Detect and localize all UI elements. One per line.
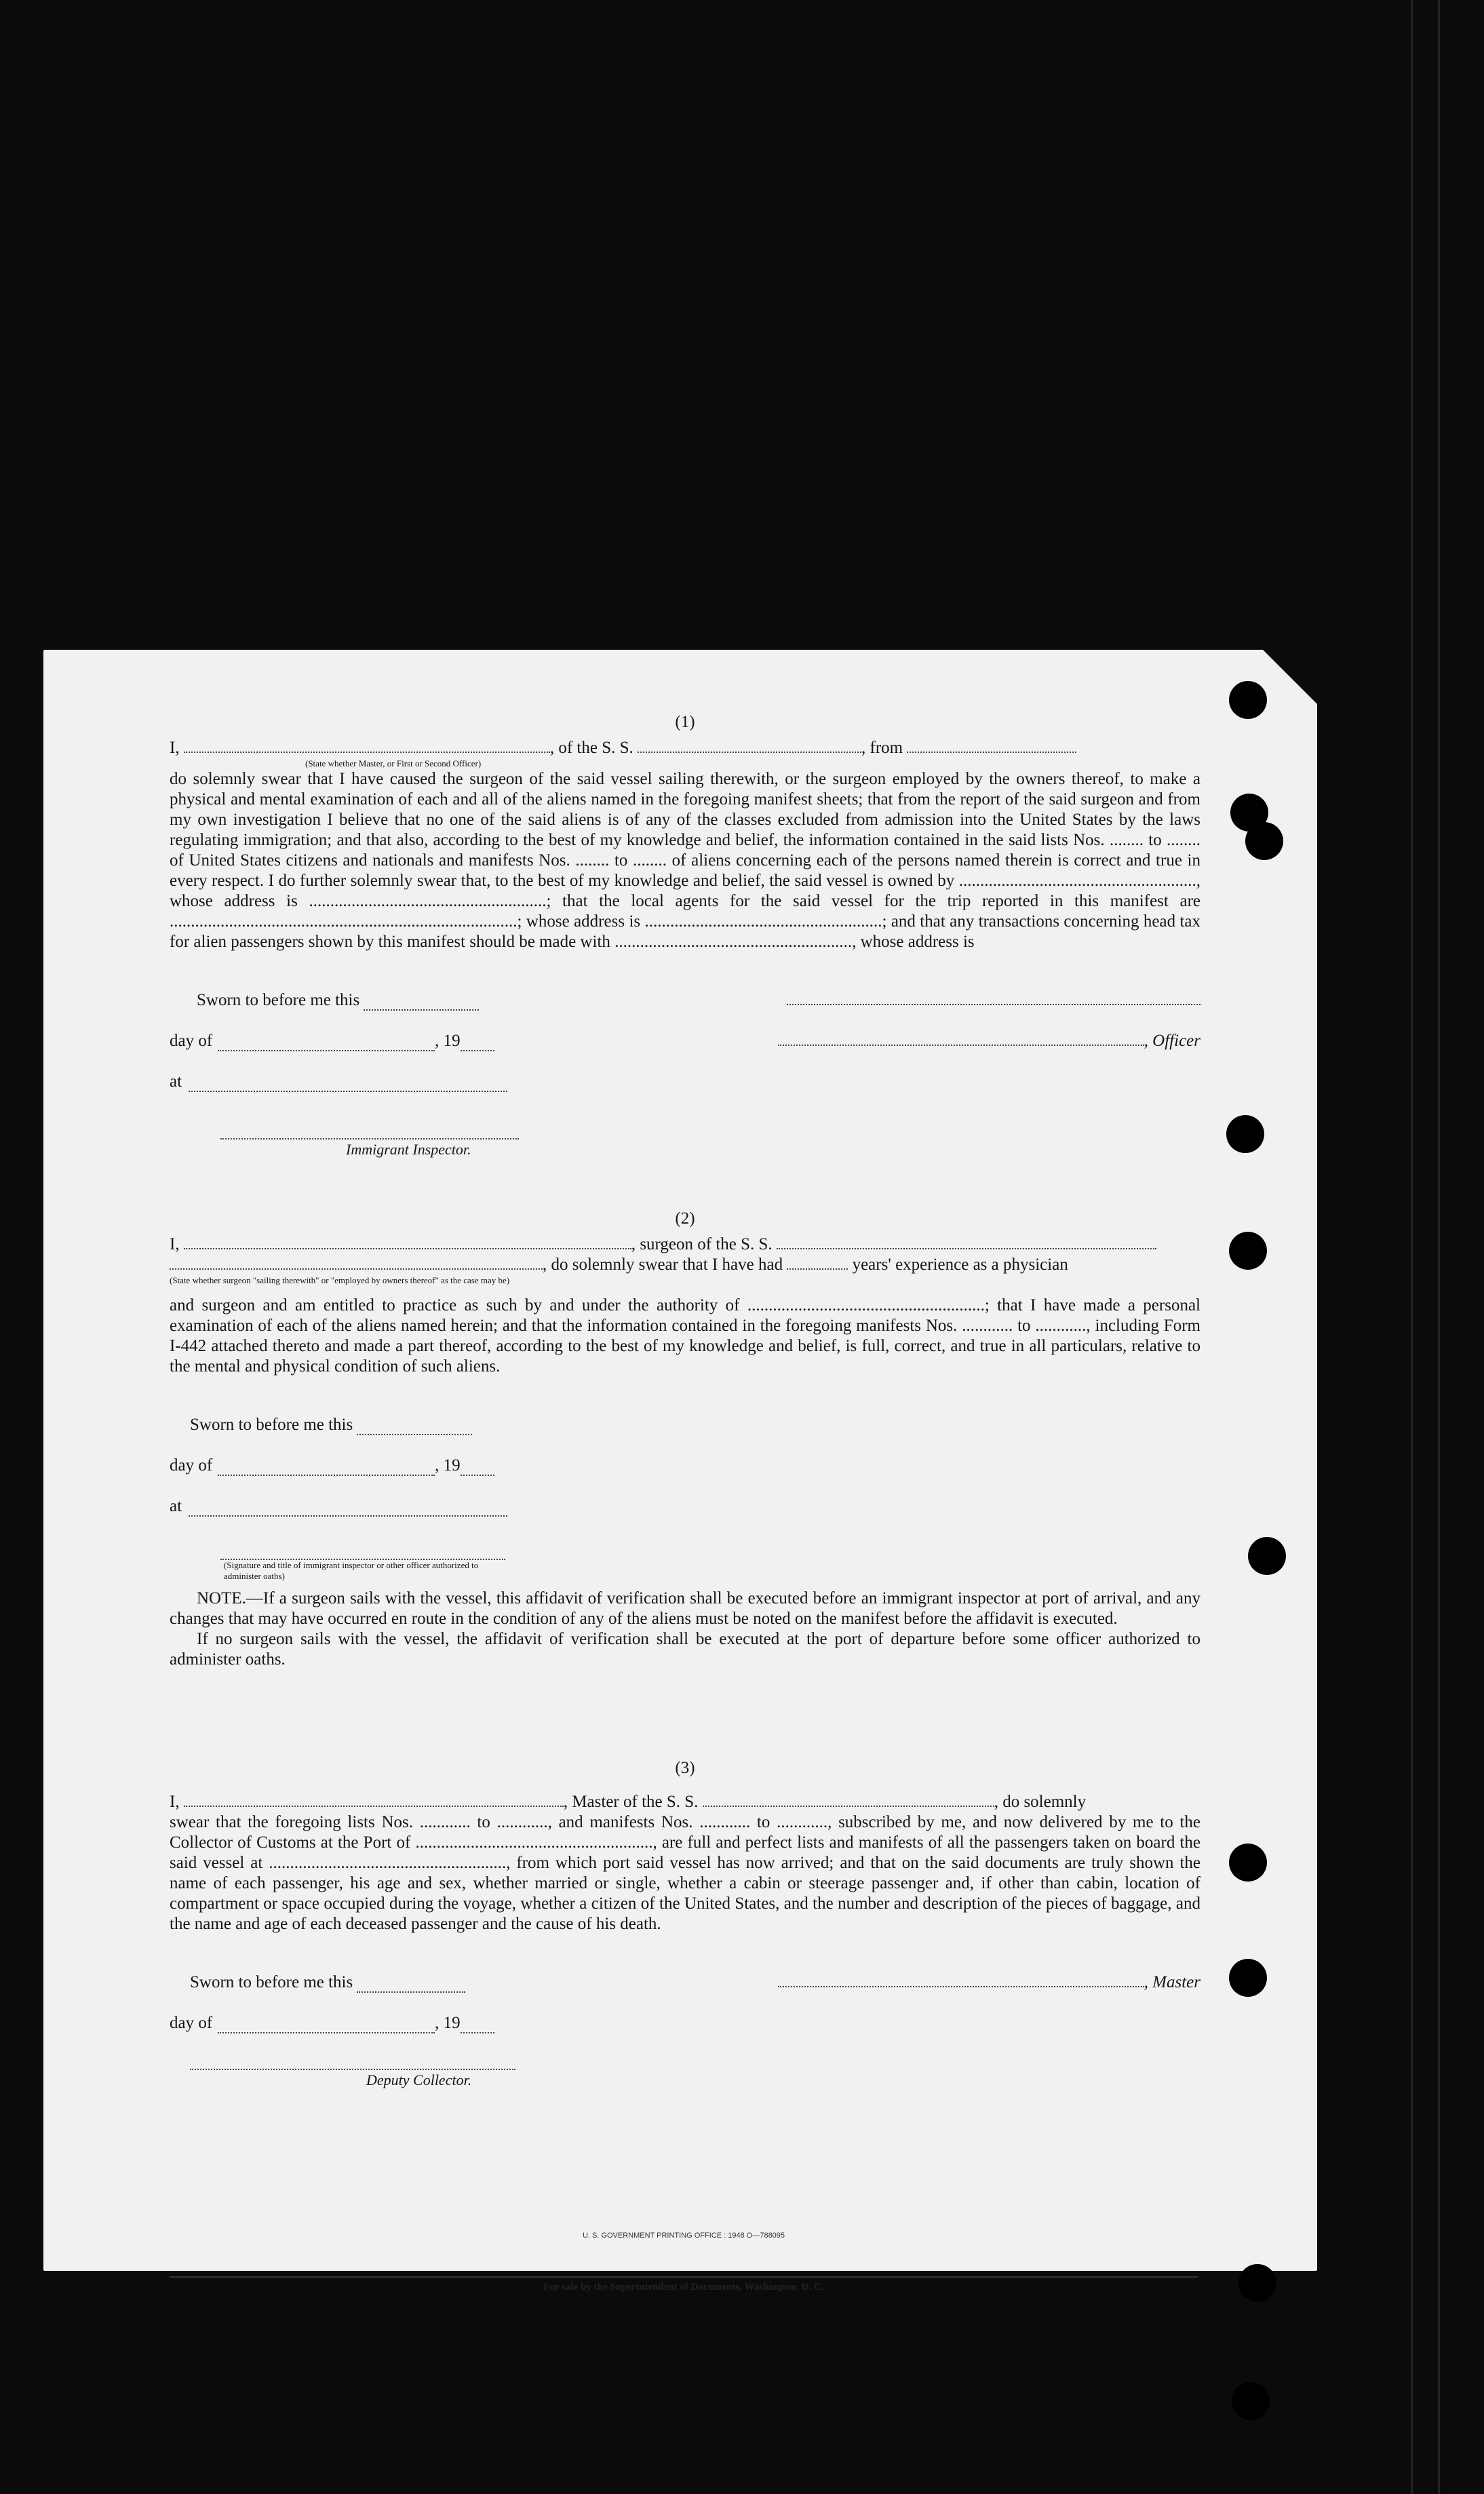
inspector-label: Immigrant Inspector. (346, 1141, 471, 1158)
section-2-line-end: , surgeon of the S. S. (631, 1235, 773, 1253)
day-of-label: day of (170, 2014, 213, 2032)
printing-office-line: U. S. GOVERNMENT PRINTING OFFICE : 1948 O—788095 (582, 2232, 785, 2240)
collector-signature-line[interactable] (190, 2057, 515, 2070)
section-1-jurat (170, 970, 1200, 1160)
sworn-date-field[interactable] (364, 997, 479, 1011)
binder-hole (1245, 822, 1283, 860)
sworn-date-field[interactable] (357, 1979, 465, 1993)
section-2-line-2 (170, 1255, 1200, 1275)
at-label: at (170, 1497, 182, 1515)
section-2-line-1 (170, 1234, 1200, 1255)
day-field[interactable] (218, 2020, 435, 2033)
day-of-label: day of (170, 1456, 213, 1475)
at-field[interactable] (189, 1503, 507, 1517)
note-paragraph-2: If no surgeon sails with the vessel, the affidavit of verification shall be executed at the port of departure before some officer authorized to administer oaths. (170, 1630, 1200, 1669)
page-corner-cut (1263, 650, 1317, 704)
sworn-label: Sworn to before me this (190, 1973, 353, 1991)
sworn-label: Sworn to before me this (190, 1416, 353, 1434)
inspector-signature-line[interactable] (220, 1126, 519, 1139)
section-3-jurat (170, 1952, 1200, 2090)
section-1-line-mid: , of the S. S. (549, 739, 633, 757)
year-field[interactable] (461, 1038, 494, 1051)
section-2-number: (2) (675, 1209, 695, 1228)
section-1-line-1 (170, 738, 1200, 758)
section-2-line-start: I, (170, 1235, 180, 1253)
section-2-line-end: years' experience as a physician (852, 1255, 1068, 1274)
blank-field[interactable] (184, 739, 550, 753)
at-label: at (170, 1072, 182, 1091)
note-label: NOTE. (197, 1589, 246, 1608)
note-text: —If a surgeon sails with the vessel, this affidavit of verification shall be executed before an immigrant inspector at port of arrival, and any changes that may have occurred en route in the condition of any of the aliens must be noted on the manifest before the affidavit is executed. (170, 1589, 1200, 1628)
section-3-body: swear that the foregoing lists Nos. ............ to ............, and manifests Nos. ............ to ............, subscribed by me, and now delivered by me to the Collector of Customs at the Port of ........................................................, are full and perfect lists and manifests of all the passengers taken on board the said vessel at ........................................................, from which port said vessel has now arrived; and that on the said documents are truly shown the name of each passenger, his age and sex, whether married or single, whether a cabin or steerage passenger and, if other than cabin, location of compartment or space occupied during the voyage, whether a citizen of the United States, and the number and description of the pieces of baggage, and the name and age of each deceased passenger and the cause of his death. (170, 1813, 1200, 1933)
blank-field[interactable] (184, 1236, 631, 1249)
binder-hole (1232, 2382, 1270, 2420)
blank-field[interactable] (638, 739, 861, 753)
section-2-note: (State whether surgeon "sailing therewith" or "employed by owners thereof" as the case may be) (170, 1275, 510, 1285)
blank-field[interactable] (777, 1236, 1156, 1249)
master-label: , Master (1144, 1973, 1200, 1991)
affidavit-content (170, 705, 1200, 2090)
years-field[interactable] (787, 1256, 848, 1270)
section-3-line-start: I, (170, 1793, 180, 1811)
year-label: , 19 (435, 2014, 461, 2032)
binder-hole (1229, 1959, 1267, 1997)
master-signature-line[interactable] (778, 1972, 1144, 1987)
section-1-line-end: , from (861, 739, 903, 757)
signature-line[interactable] (787, 990, 1200, 1005)
blank-field[interactable] (184, 1793, 564, 1807)
section-2-line-mid: , do solemnly swear that I have had (543, 1255, 783, 1274)
day-field[interactable] (218, 1038, 435, 1051)
at-field[interactable] (189, 1078, 507, 1092)
sworn-date-field[interactable] (357, 1422, 472, 1435)
scan-streak (1438, 0, 1440, 2494)
section-1-body: do solemnly swear that I have caused the surgeon of the said vessel sailing therewith, or the surgeon employed by the owners thereof, to make a physical and mental examination of each and all of the aliens named in the foregoing manifest sheets; that from the report of the said surgeon and from my own investigation I believe that no one of the said aliens is of any of the classes excluded from admission into the United States by the laws regulating immigration; and that also, according to the best of my knowledge and belief, the information contained in the said lists Nos. ........ to ........ of United States citizens and nationals and manifests Nos. ........ to ........ of aliens concerning each of the persons named therein is correct and true in every respect. I do further solemnly swear that, to the best of my knowledge and belief, the said vessel is owned by ........................................................, whose address is ........................................................; that the local agents for the said vessel for the trip reported in this manifest are ..................................................................................; whose address is ........................................................; and that any transactions concerning head tax for alien passengers shown by this manifest should be made with ........................................................, whose address is (170, 770, 1200, 951)
day-of-label: day of (170, 1032, 213, 1050)
section-3-number: (3) (675, 1759, 695, 1777)
signature-note: (Signature and title of immigrant inspector or other officer authorized to administer oaths) (224, 1560, 479, 1581)
section-1-note: (State whether Master, or First or Second Officer) (305, 758, 482, 768)
section-3-line-1 (170, 1792, 1200, 1812)
note-paragraph (170, 1589, 1200, 1629)
binder-hole (1238, 2264, 1276, 2302)
blank-field[interactable] (170, 1256, 543, 1270)
binder-hole (1229, 1844, 1267, 1882)
day-field[interactable] (218, 1462, 435, 1476)
blank-field[interactable] (703, 1793, 994, 1807)
section-2-body: and surgeon and am entitled to practice as such by and under the authority of ........................................................; that I have made a personal examination of each of the aliens named herein; and that the information contained in the foregoing manifests Nos. ............ to ............, including Form I-442 attached thereto and made a part thereof, according to the best of my knowledge and belief, is full, correct, and true in all particulars, relative to the mental and physical condition of such aliens. (170, 1296, 1200, 1376)
section-3-line-mid: , Master of the S. S. (563, 1793, 699, 1811)
year-field[interactable] (461, 1462, 494, 1476)
section-1-line-start: I, (170, 739, 180, 757)
binder-hole (1248, 1537, 1286, 1575)
blank-field[interactable] (907, 739, 1076, 753)
section-1-number: (1) (675, 713, 695, 731)
year-label: , 19 (435, 1032, 461, 1050)
section-3-line-end: , do solemnly (994, 1793, 1087, 1811)
footer-divider (170, 2276, 1198, 2278)
scan-streak (1411, 0, 1413, 2494)
binder-hole (1229, 681, 1267, 719)
collector-label: Deputy Collector. (366, 2071, 472, 2088)
year-label: , 19 (435, 1456, 461, 1475)
officer-signature-line[interactable] (778, 1031, 1144, 1046)
officer-label: , Officer (1144, 1032, 1200, 1050)
sworn-label: Sworn to before me this (197, 991, 360, 1009)
year-field[interactable] (461, 2020, 494, 2033)
officer-signature-line[interactable] (220, 1546, 505, 1560)
footer-text: For sale by the Superintendent of Documents, Washington, D. C. (543, 2282, 824, 2293)
binder-hole (1229, 1232, 1267, 1270)
section-2-jurat (170, 1395, 1200, 1582)
binder-hole (1226, 1115, 1264, 1153)
